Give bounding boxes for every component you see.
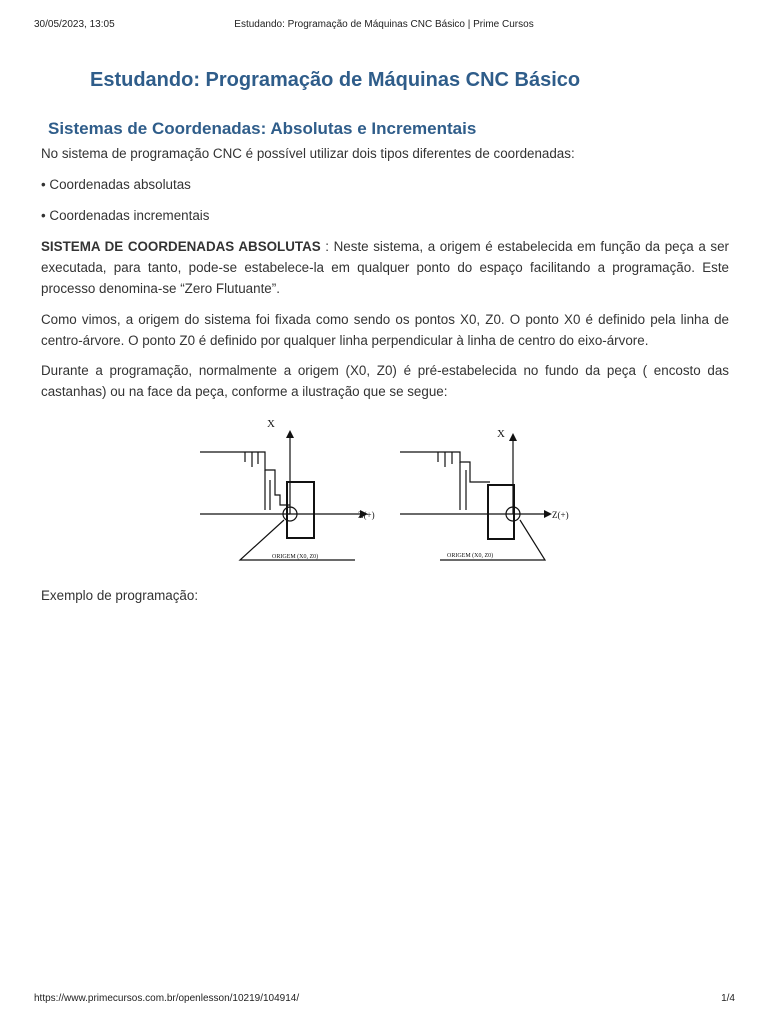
example-label: Exemplo de programação: <box>41 588 199 603</box>
bullet-absolute: • Coordenadas absolutas <box>41 177 191 192</box>
section-title: Sistemas de Coordenadas: Absolutas e Incrementais <box>48 119 477 138</box>
figure-left-axis-x-label: X <box>267 418 275 430</box>
print-header-title: Estudando: Programação de Máquinas CNC Básico | Prime Cursos <box>234 19 534 30</box>
figure-right-lathe <box>400 433 552 560</box>
origin-paragraph: Como vimos, a origem do sistema foi fixada como sendo os pontos X0, Z0. O ponto X0 é definido pela linha de centro-árvore. O ponto Z0 é definido por qualquer linha perpendicular à linha de centro do eixo-árvore. <box>41 312 729 348</box>
figure-left-origin-label: ORIGEM (X0, Z0) <box>272 554 319 560</box>
figure-left-lathe <box>200 430 368 560</box>
figure-right-axis-z-label: Z(+) <box>552 510 569 520</box>
figure-right-origin-label: ORIGEM (X0, Z0) <box>447 553 494 559</box>
print-footer-page-number: 1/4 <box>721 993 735 1004</box>
programming-paragraph: Durante a programação, normalmente a origem (X0, Z0) é pré-estabelecida no fundo da peça ( encosto das castanhas) ou na face da peça, conforme a ilustração que se segue: <box>41 363 729 399</box>
absolute-system-paragraph <box>41 236 729 299</box>
intro-paragraph: No sistema de programação CNC é possível utilizar dois tipos diferentes de coordenadas: <box>41 146 575 161</box>
print-footer-url: https://www.primecursos.com.br/openlesson/10219/104914/ <box>34 993 300 1004</box>
print-header-datetime: 30/05/2023, 13:05 <box>34 19 115 30</box>
bullet-incremental: • Coordenadas incrementais <box>41 208 210 223</box>
figure-right-axis-x-label: X <box>497 428 505 440</box>
coordinate-origin-figure <box>190 410 590 580</box>
absolute-system-text: : Neste sistema, a origem é estabelecida em função da peça a ser executada, para tanto, pode-se estabelece-la em qualquer ponto do espaço facilitando a programação. Este processo denomina-se “Zero Flutuante”. <box>41 239 730 296</box>
page-title: Estudando: Programação de Máquinas CNC Básico <box>90 69 581 91</box>
absolute-system-term: SISTEMA DE COORDENADAS ABSOLUTAS <box>41 239 321 254</box>
figure-left-axis-z-label: Z(+) <box>358 510 375 520</box>
